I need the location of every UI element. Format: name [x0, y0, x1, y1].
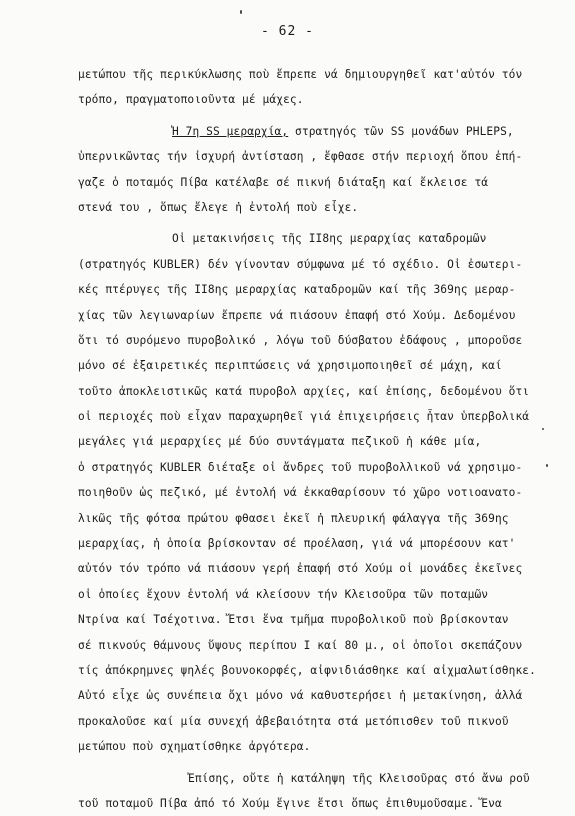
text-line: ὅτι τό συρόμενο πυροβολικό , λόγω τοῦ δύσβατου ἐδάφους , μποροῦσε — [78, 333, 523, 347]
text-line: τίς ἀπόκρημνες ψηλές βουνοκορφές, αἰφνιδιάσθηκε καί αἰχμαλωτίσθηκε. — [78, 663, 536, 677]
text-line: ποιηθοῦν ὡς πεζικό, μέ ἐντολή νά ἐκκαθαρίσουν τό χῶρο νοτιοανατο- — [78, 486, 523, 500]
text-line: Ἐπίσης, οὔτε ἡ κατάληψη τῆς Κλεισοῦρας στό ἄνω ροῦ — [188, 771, 530, 785]
page-number: - 62 - — [261, 24, 314, 39]
text-line: οἱ ὁποίες ἔχουν ἐντολή νά κλείσουν τήν Κλεισοῦρα τῶν ποταμῶν — [78, 587, 489, 601]
text-line: τοῦτο ἀποκλειστικῶς κατά πυροβολ αρχίες, καί ἐπίσης, δεδομένου ὅτι — [78, 384, 530, 398]
text-line: οἱ περιοχές ποὺ εἶχαν παραχωρηθεῖ γιά ἐπιχειρήσεις ἦταν ὑπερβολικά — [78, 410, 530, 424]
text-line: στενά του , ὅπως ἔλεγε ἡ ἐντολή ποὺ εἶχε. — [78, 200, 359, 214]
text-line: Αὐτό εἶχε ὡς συνέπεια ὄχι μόνο νά καθυστερήσει ἡ μετακίνηση, ἀλλά — [78, 689, 523, 703]
text-line: χίας τῶν λεγιωναρίων ἔπρεπε νά πιάσουν ἐπαφή στό Χούμ. Δεδομένου — [78, 308, 516, 322]
text-line: τρόπο, πραγματοποιοῦντα μέ μάχες. — [78, 93, 304, 107]
text-line: ὁ στρατηγός KUBLER διέταξε οἱ ἄνδρες τοῦ πυροβολλικοῦ νά χρησιμο- — [78, 460, 523, 474]
section-heading: Ἡ 7η SS μεραρχία, — [172, 124, 289, 138]
text-line: κές πτέρυγες τῆς II8ης μεραρχίας καταδρομῶν καί τῆς 369ης μεραρ- — [78, 283, 516, 297]
text-line: ὑπερνικῶντας τήν ἰσχυρή ἀντίσταση , ἔφθασε στήν περιοχή ὅπου ἐπή- — [78, 150, 523, 164]
scan-speck — [546, 464, 548, 467]
text-line: γαζε ὁ ποταμός Πίβα κατέλαβε σέ πικνή διάταξη καί ἔκλεισε τά — [78, 175, 489, 189]
text-line: μεραρχίας, ἡ ὁποία βρίσκονταν σέ προέλαση, γιά νά μπορέσουν κατ' — [78, 537, 516, 551]
text-line: (στρατηγός KUBLER) δέν γίνονταν σύμφωνα μέ τό σχέδιο. Οἱ ἐσωτερι- — [78, 257, 523, 271]
text-line: Ντρίνα καί Τσέχοτινα. Ἔτσι ἕνα τμῆμα πυροβολικοῦ ποὺ βρίσκονταν — [78, 613, 509, 627]
text-line: μεγάλες γιά μεραρχίες μέ δύο συντάγματα πεζικοῦ ἡ κάθε μία, — [78, 435, 482, 449]
text-line: προκαλοῦσε καί μία συνεχή ἀβεβαιότητα στά μετόπισθεν τοῦ πικνοῦ — [78, 714, 509, 728]
text-line: μόνο σέ ἐξαιρετικές περιπτώσεις νά χρησιμοποιηθεῖ σέ μάχη, καί — [78, 359, 502, 373]
text-line: λικῶς τῆς φότσα πρώτου φθασει ἐκεῖ ἡ πλευρική φάλαγγα τῆς 369ης — [78, 511, 509, 525]
text-line: μετώπου ποὺ σχηματίσθηκε ἀργότερα. — [78, 740, 311, 754]
text-line: Οἱ μετακινήσεις τῆς II8ης μεραρχίας καταδρομῶν — [172, 232, 487, 246]
body-text — [78, 62, 546, 816]
text-fragment: στρατηγός τῶν SS μονάδων PHLEPS, — [288, 124, 514, 138]
scan-speck — [240, 10, 242, 14]
text-line: αὐτόν τόν τρόπο νά πιάσουν γερή ἐπαφή στό Χούμ οἱ μονάδες ἐκεῖνες — [78, 562, 523, 576]
text-line: τοῦ ποταμοῦ Πίβα ἀπό τό Χούμ ἔγινε ἔτσι ὅπως ἐπιθυμοῦσαμε. Ἕνα — [78, 796, 502, 810]
text-line: σέ πικνούς θάμνους ὕψους περίπου I καί 80 μ., οἱ ὁποῖοι σκεπάζουν — [78, 638, 523, 652]
text-line: μετώπου τῆς περικύκλωσης ποὺ ἔπρεπε νά δημιουργηθεῖ κατ'αὐτόν τόν — [78, 68, 523, 81]
text-line-with-heading — [78, 119, 546, 144]
